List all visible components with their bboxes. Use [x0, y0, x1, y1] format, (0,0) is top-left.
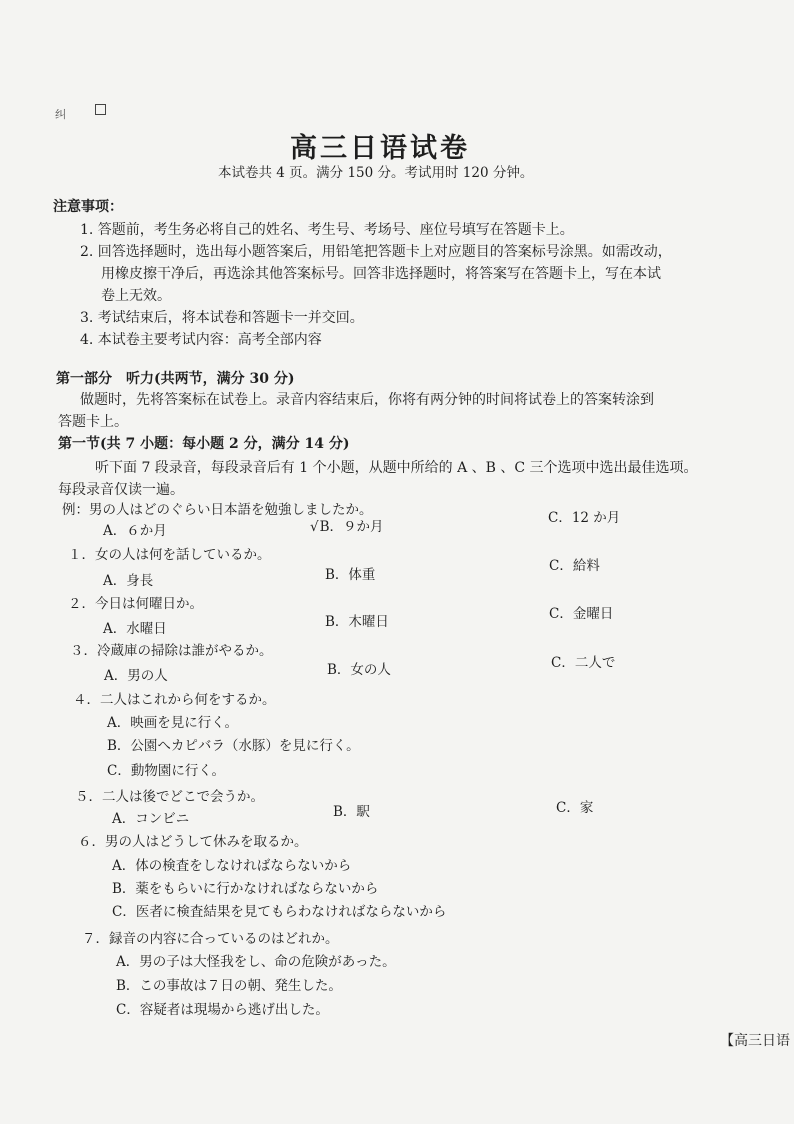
- q4-option-b: B．公園へカピバラ（水豚）を見に行く。: [107, 738, 360, 754]
- question-7: ７．録音の内容に合っているのはどれか。: [82, 931, 339, 947]
- page-footer: 【高三日语: [720, 1033, 790, 1049]
- q2-option-a: A．水曜日: [103, 621, 167, 637]
- q7-option-c: C．容疑者は現場から逃げ出した。: [116, 1002, 329, 1018]
- question-4: ４．二人はこれから何をするか。: [73, 692, 276, 708]
- example-option-c: C．12 か月: [548, 510, 621, 526]
- section1-instructions-cont: 每段录音仅读一遍。: [58, 482, 184, 498]
- example-question: 例：男の人はどのぐらい日本語を勉強しましたか。: [62, 502, 373, 518]
- checkmark-icon: √: [310, 519, 319, 535]
- q4-option-c: C．動物園に行く。: [107, 763, 226, 779]
- question-5: ５．二人は後でどこで会うか。: [75, 789, 264, 805]
- note-item: 3. 考试结束后，将本试卷和答题卡一并交回。: [80, 310, 364, 326]
- corner-box: [95, 104, 106, 115]
- note-item-cont: 卷上无效。: [101, 288, 171, 304]
- question-3: ３．冷蔵庫の掃除は誰がやるか。: [70, 643, 273, 659]
- q5-option-b: B．駅: [333, 804, 370, 820]
- note-item: 4. 本试卷主要考试内容：高考全部内容: [80, 332, 322, 348]
- question-6: ６．男の人はどうして休みを取るか。: [78, 834, 308, 850]
- note-item: 2. 回答选择题时，选出每小题答案后，用铅笔把答题卡上对应题目的答案标号涂黑。如需改动，: [80, 244, 672, 260]
- section1-heading: 第一节(共 7 小题：每小题 2 分，满分 14 分): [58, 436, 350, 452]
- question-1: １．女の人は何を話しているか。: [68, 547, 271, 563]
- corner-mark: 纠: [55, 108, 66, 121]
- q4-option-a: A．映画を見に行く。: [107, 715, 238, 731]
- example-option-a: A．６か月: [103, 523, 167, 539]
- q1-option-b: B．体重: [325, 567, 376, 583]
- q7-option-a: A．男の子は大怪我をし、命の危険があった。: [116, 954, 396, 970]
- note-item-cont: 用橡皮擦干净后，再选涂其他答案标号。回答非选择题时，将答案写在答题卡上，写在本试: [101, 266, 661, 282]
- page-subtitle: 本试卷共 4 页。满分 150 分。考试用时 120 分钟。: [218, 165, 534, 181]
- part1-heading: 第一部分 听力(共两节，满分 30 分): [56, 371, 295, 387]
- note-item: 1. 答题前，考生务必将自己的姓名、考生号、考场号、座位号填写在答题卡上。: [80, 222, 574, 238]
- q2-option-c: C．金曜日: [549, 606, 614, 622]
- q3-option-a: A．男の人: [104, 668, 168, 684]
- q1-option-c: C．給料: [549, 558, 600, 574]
- example-option-b-label: B．９か月: [319, 519, 384, 535]
- part1-desc-cont: 答题卡上。: [58, 414, 128, 430]
- q1-option-a: A．身長: [103, 573, 154, 589]
- q3-option-b: B．女の人: [327, 662, 391, 678]
- q2-option-b: B．木曜日: [325, 614, 389, 630]
- q6-option-c: C．医者に検査結果を見てもらわなければならないから: [112, 904, 447, 920]
- example-option-b: [310, 515, 384, 535]
- part1-desc: 做题时，先将答案标在试卷上。录音内容结束后，你将有两分钟的时间将试卷上的答案转涂到: [80, 392, 654, 408]
- q3-option-c: C．二人で: [551, 655, 616, 671]
- section1-instructions: 听下面 7 段录音，每段录音后有 1 个小题，从题中所给的 A 、B 、C 三个选项中选出最佳选项。: [95, 460, 698, 476]
- question-2: ２．今日は何曜日か。: [68, 596, 203, 612]
- q6-option-b: B．薬をもらいに行かなければならないから: [112, 881, 379, 897]
- q5-option-a: A．コンビニ: [112, 811, 190, 827]
- q5-option-c: C．家: [556, 800, 594, 816]
- page-title: 高三日语试卷: [290, 133, 470, 164]
- notes-heading: 注意事项：: [53, 199, 123, 215]
- q7-option-b: B．この事故は７日の朝、発生した。: [116, 978, 342, 994]
- q6-option-a: A．体の検査をしなければならないから: [112, 858, 352, 874]
